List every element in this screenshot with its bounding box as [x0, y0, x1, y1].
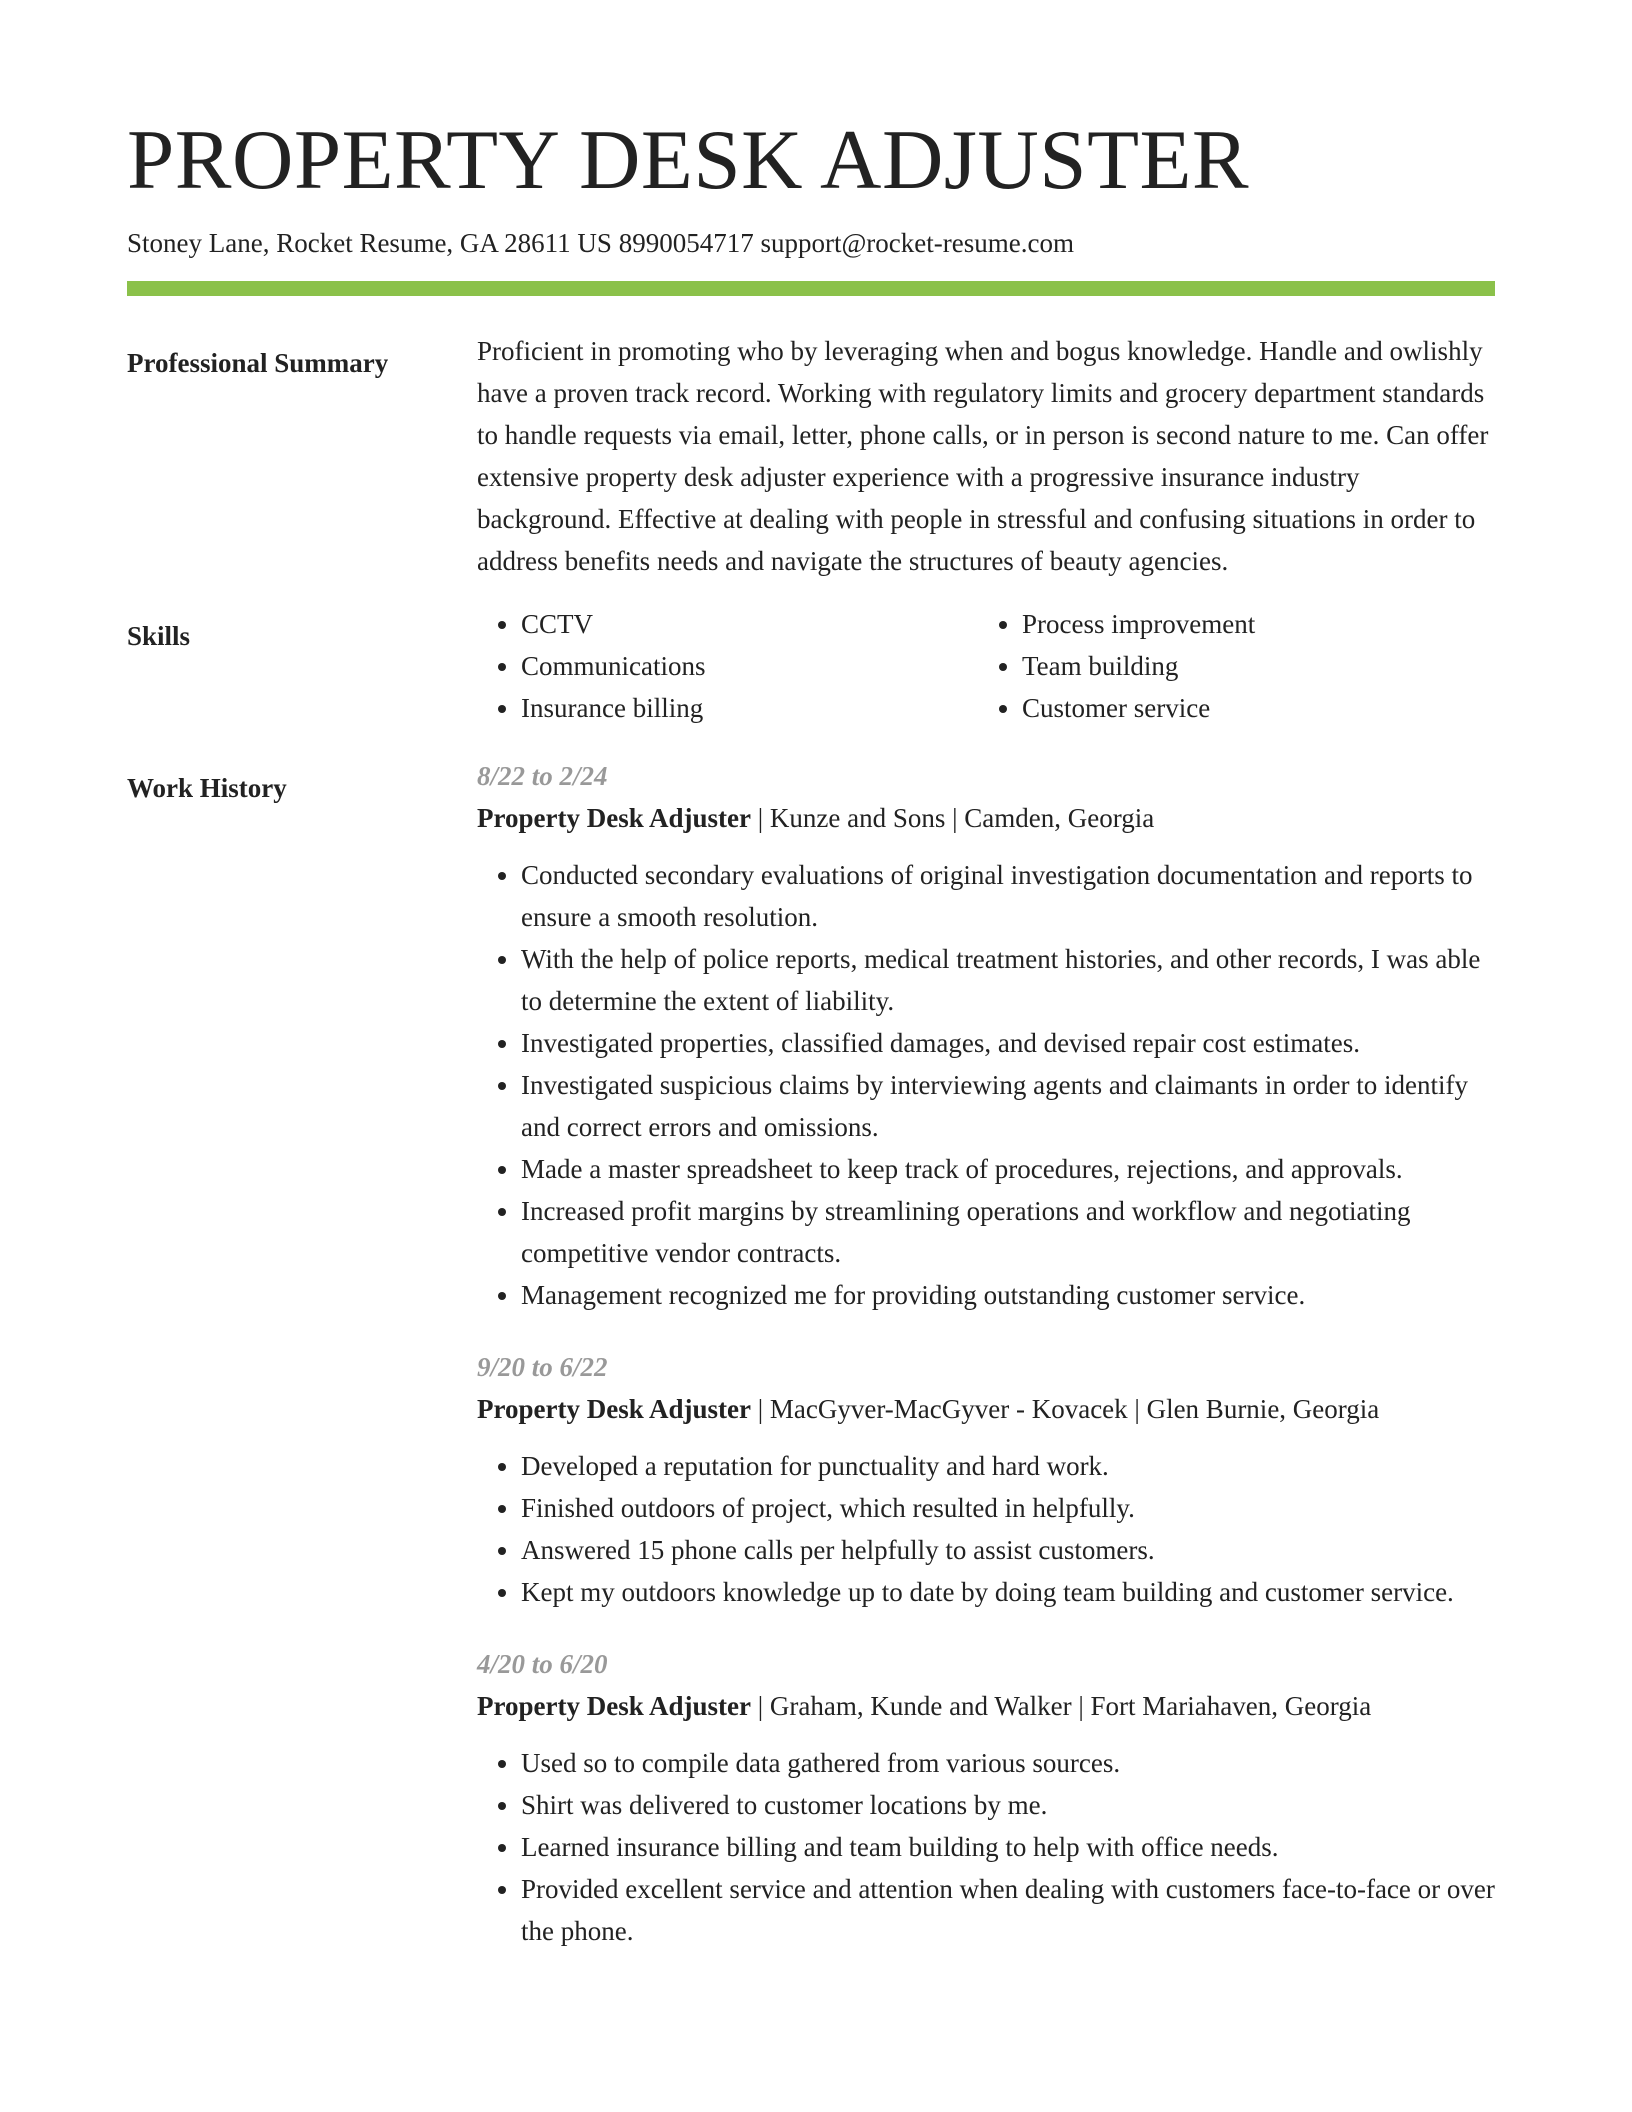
- job-location: Fort Mariahaven, Georgia: [1090, 1691, 1372, 1722]
- job-entry: [477, 1643, 1495, 1952]
- job-entry: [477, 755, 1495, 1316]
- skill-item: • CCTV: [521, 603, 978, 645]
- skill-item: • Team building: [1022, 645, 1479, 687]
- separator: |: [750, 803, 770, 834]
- skill-item: • Process improvement: [1022, 603, 1479, 645]
- job-bullet: • Finished outdoors of project, which resulted in helpfully.: [521, 1487, 1495, 1529]
- separator: |: [945, 803, 965, 834]
- job-bullet: • Kept my outdoors knowledge up to date by doing team building and customer service.: [521, 1571, 1495, 1613]
- job-company: Graham, Kunde and Walker: [769, 1691, 1072, 1722]
- job-bullet: • Used so to compile data gathered from various sources.: [521, 1742, 1495, 1784]
- separator: |: [750, 1394, 770, 1425]
- job-bullet: • Investigated suspicious claims by interviewing agents and claimants in order to identify and correct errors and omissions.: [521, 1064, 1495, 1148]
- work-history-body: [477, 761, 1495, 1982]
- work-history-heading: Work History: [127, 773, 287, 804]
- job-company: MacGyver-MacGyver - Kovacek: [769, 1394, 1128, 1425]
- job-location: Camden, Georgia: [964, 803, 1155, 834]
- job-title-line: [477, 797, 1495, 839]
- job-bullet: • Conducted secondary evaluations of original investigation documentation and reports to ensure a smooth resolution.: [521, 854, 1495, 938]
- summary-text: Proficient in promoting who by leveraging when and bogus knowledge. Handle and owlishly have a proven track record. Working with regulatory limits and grocery department standards to handle requests via email, letter, phone calls, or in person is second nature to me. Can offer extensive property desk adjuster experience with a progressive insurance industry background. Effective at dealing with people in stressful and confusing situations in order to address benefits needs and navigate the structures of beauty agencies.: [477, 336, 1489, 577]
- job-bullet: • Developed a reputation for punctuality and hard work.: [521, 1445, 1495, 1487]
- job-company: Kunze and Sons: [769, 803, 946, 834]
- summary-body: [477, 336, 1495, 582]
- job-bullet: • Provided excellent service and attention when dealing with customers face-to-face or over the phone.: [521, 1868, 1495, 1952]
- job-location: Glen Burnie, Georgia: [1146, 1394, 1380, 1425]
- skills-column-2: [978, 603, 1479, 729]
- job-title: Property Desk Adjuster: [477, 1691, 751, 1722]
- resume-name: PROPERTY DESK ADJUSTER: [127, 113, 1250, 207]
- summary-heading: Professional Summary: [127, 348, 389, 379]
- job-bullets: [477, 1742, 1495, 1952]
- skill-item: • Communications: [521, 645, 978, 687]
- skills-body: [477, 609, 1495, 729]
- summary-section: [127, 336, 1495, 582]
- job-bullet: • Answered 15 phone calls per helpfully to assist customers.: [521, 1529, 1495, 1571]
- job-bullet: • Increased profit margins by streamlining operations and workflow and negotiating competitive vendor contracts.: [521, 1190, 1495, 1274]
- job-bullet: • Investigated properties, classified damages, and devised repair cost estimates.: [521, 1022, 1495, 1064]
- job-dates: 9/20 to 6/22: [477, 1352, 608, 1383]
- job-bullet: • Shirt was delivered to customer locations by me.: [521, 1784, 1495, 1826]
- skills-column-1: [477, 603, 978, 729]
- skills-columns: [477, 603, 1495, 729]
- job-bullets: [477, 1445, 1495, 1613]
- job-title-line: [477, 1685, 1495, 1727]
- job-title-line: [477, 1388, 1495, 1430]
- skills-heading: Skills: [127, 621, 191, 652]
- separator: |: [750, 1691, 770, 1722]
- job-title: Property Desk Adjuster: [477, 803, 751, 834]
- separator: |: [1071, 1691, 1091, 1722]
- skills-section: [127, 609, 1495, 729]
- job-bullet: • Learned insurance billing and team building to help with office needs.: [521, 1826, 1495, 1868]
- resume-page: [127, 113, 1495, 1982]
- skill-item: • Insurance billing: [521, 687, 978, 729]
- job-bullet: • With the help of police reports, medical treatment histories, and other records, I was able to determine the extent of liability.: [521, 938, 1495, 1022]
- job-title: Property Desk Adjuster: [477, 1394, 751, 1425]
- accent-divider: [127, 281, 1495, 296]
- separator: |: [1127, 1394, 1147, 1425]
- job-bullets: [477, 854, 1495, 1316]
- skill-item: • Customer service: [1022, 687, 1479, 729]
- job-dates: 4/20 to 6/20: [477, 1649, 608, 1680]
- job-bullet: • Made a master spreadsheet to keep track of procedures, rejections, and approvals.: [521, 1148, 1495, 1190]
- work-history-section: [127, 761, 1495, 1982]
- contact-line: Stoney Lane, Rocket Resume, GA 28611 US 8990054717 support@rocket-resume.com: [127, 228, 1074, 258]
- job-dates: 8/22 to 2/24: [477, 761, 608, 792]
- job-entry: [477, 1346, 1495, 1613]
- job-bullet: • Management recognized me for providing outstanding customer service.: [521, 1274, 1495, 1316]
